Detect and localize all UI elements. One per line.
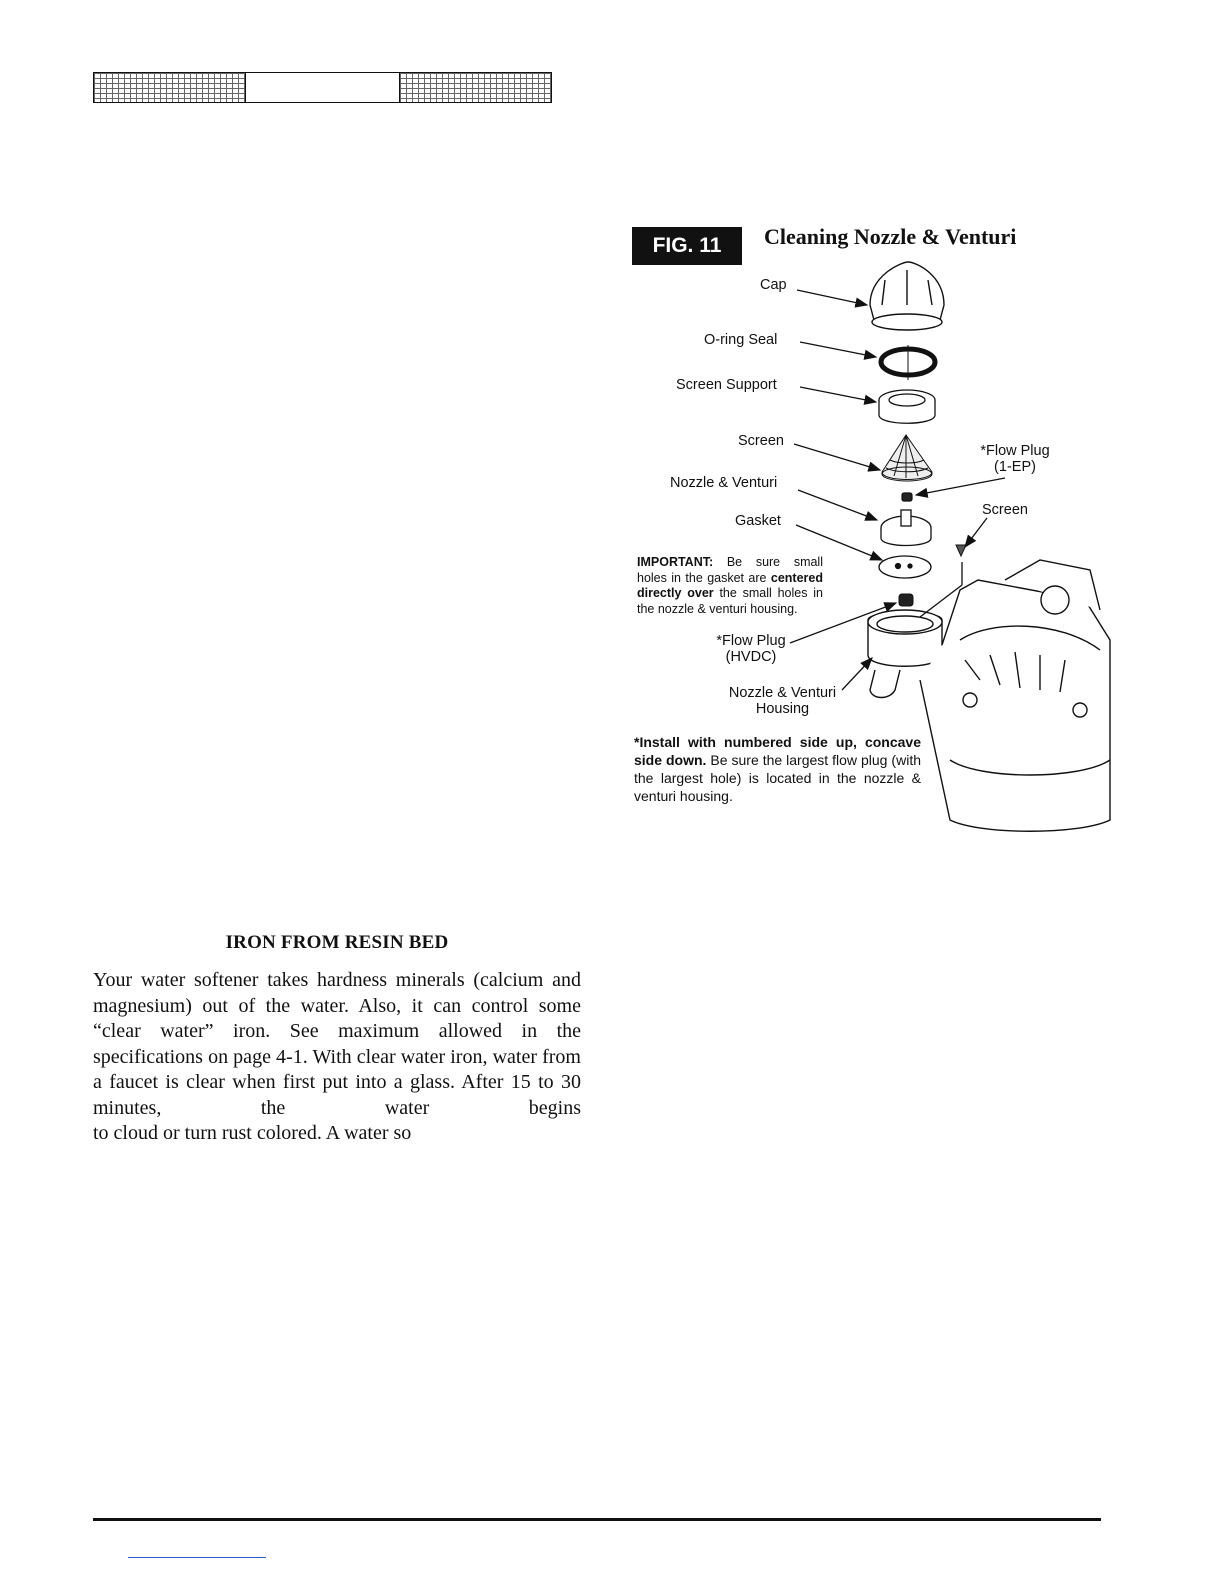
label-oring: O-ring Seal	[704, 332, 778, 348]
label-housing-line1: Nozzle & Venturi	[728, 685, 837, 701]
install-bold: *Install with numbered side up, concave side down.	[634, 734, 921, 768]
label-flow-plug-1ep	[975, 443, 1055, 475]
nozzle-venturi-part	[881, 510, 931, 546]
body-paragraph-main: Your water softener takes hardness minerals (calcium and magnesium) out of the water. Also, it can control some “clear water” iron. See maximum allowed in the specifications on page 4-1. With clear water iron, water from a faucet is clear when first put into a glass. After 15 to 30 minutes, the water begins	[93, 969, 581, 1119]
exploded-diagram	[620, 260, 1115, 840]
label-screen: Screen	[738, 433, 784, 449]
label-flow-plug-hvdc-line2: (HVDC)	[725, 649, 777, 665]
label-screen-support: Screen Support	[676, 377, 777, 393]
header-pattern-right	[400, 73, 551, 102]
cap-part	[870, 262, 944, 330]
important-note	[637, 555, 823, 617]
footer-link-underline[interactable]	[128, 1557, 266, 1558]
label-gasket: Gasket	[735, 513, 781, 529]
important-text2: the small holes in the nozzle & venturi housing.	[637, 586, 823, 616]
screen-cone-part	[882, 435, 932, 481]
small-screen-part	[956, 545, 966, 556]
label-small-screen: Screen	[982, 502, 1028, 518]
footer-rule	[93, 1518, 1101, 1521]
label-cap: Cap	[760, 277, 787, 293]
flow-plug-hvdc-part	[899, 594, 913, 606]
gasket-part	[879, 556, 931, 578]
label-flow-plug-hvdc	[708, 633, 794, 665]
section-heading: IRON FROM RESIN BED	[225, 932, 449, 953]
figure-badge: FIG. 11	[632, 227, 742, 265]
screen-support-part	[879, 390, 935, 423]
label-flow-plug-hvdc-line1: *Flow Plug	[716, 633, 786, 649]
label-flow-plug-1ep-line1: *Flow Plug	[980, 443, 1050, 459]
body-paragraph	[93, 968, 581, 1147]
important-text1: Be sure small holes in the gasket are	[637, 555, 823, 585]
install-note	[634, 733, 921, 805]
header-pattern-left	[94, 73, 245, 102]
label-flow-plug-1ep-line2: (1-EP)	[994, 459, 1036, 475]
body-paragraph-last: to cloud or turn rust colored. A water so	[93, 1122, 412, 1144]
figure-title: Cleaning Nozzle & Venturi	[764, 224, 1017, 249]
install-text: Be sure the largest flow plug (with the largest hole) is located in the nozzle & venturi housing.	[634, 752, 921, 804]
label-housing	[720, 685, 845, 717]
important-lead: IMPORTANT:	[637, 555, 714, 569]
flow-plug-1ep-part	[902, 493, 912, 501]
header-bar	[93, 72, 552, 103]
header-blank-center	[245, 73, 399, 102]
important-bold: centered directly over	[637, 570, 823, 600]
label-nozzle-venturi: Nozzle & Venturi	[670, 475, 778, 491]
label-housing-line2: Housing	[755, 701, 810, 717]
